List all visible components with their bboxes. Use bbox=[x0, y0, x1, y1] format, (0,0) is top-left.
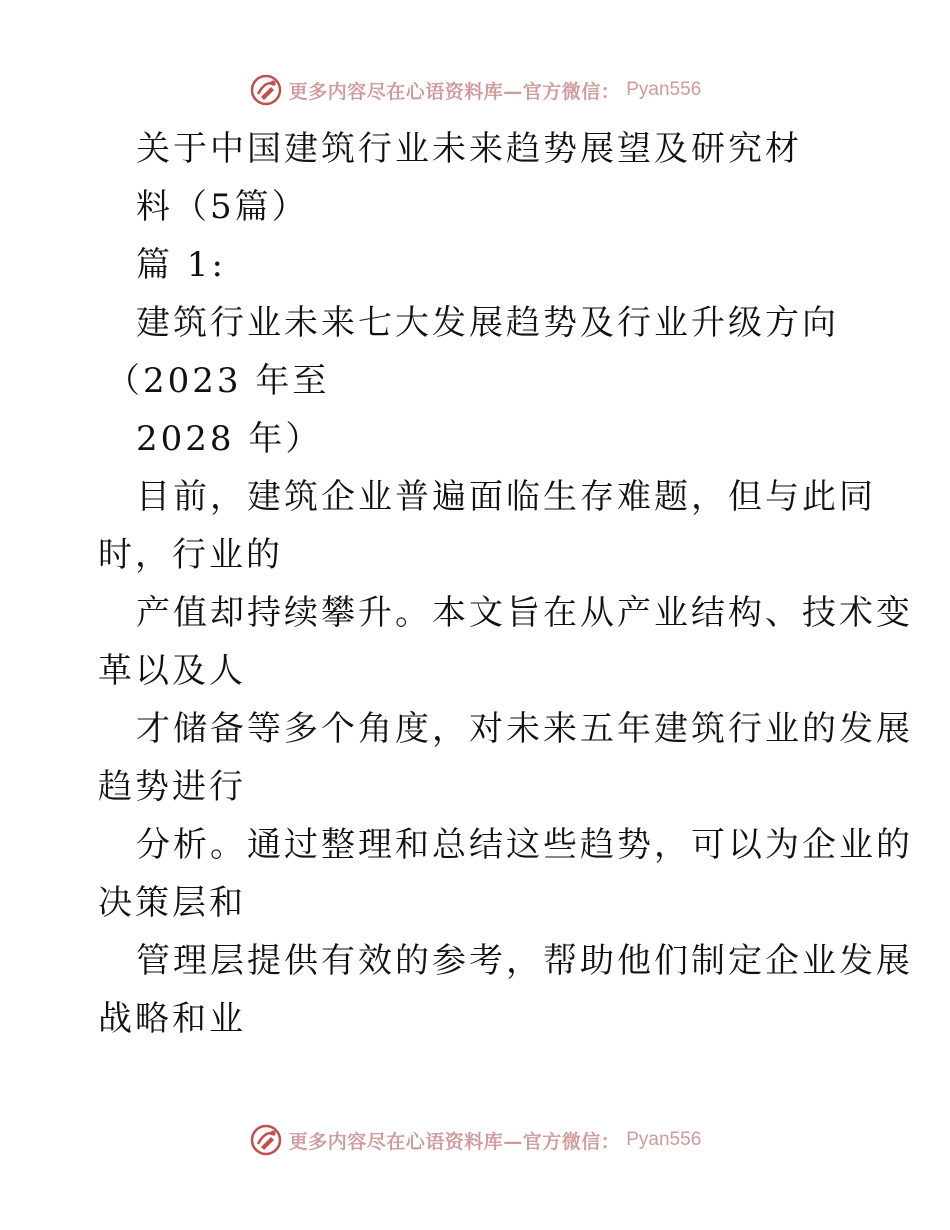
document-body bbox=[98, 120, 913, 1048]
section-heading: 篇 1: bbox=[136, 245, 226, 285]
paragraph-line: 产值却持续攀升。本文旨在从产业结构、技术变 bbox=[136, 593, 913, 633]
paragraph-line: 时，行业的 bbox=[98, 535, 283, 575]
paragraph-line: 革以及人 bbox=[98, 651, 246, 691]
header-banner-text: 更多内容尽在心语资料库—官方微信： bbox=[288, 80, 621, 103]
paragraph-line: 决策层和 bbox=[98, 883, 246, 923]
library-logo-icon bbox=[249, 73, 283, 107]
paragraph-line: 趋势进行 bbox=[98, 767, 246, 807]
paragraph-line: 管理层提供有效的参考，帮助他们制定企业发展 bbox=[136, 941, 913, 981]
document-title-line-1: 关于中国建筑行业未来趋势展望及研究材 bbox=[136, 129, 802, 169]
article-title-line-3: 2028 年） bbox=[136, 419, 323, 459]
document-title-line-2: 料（5篇） bbox=[136, 187, 309, 227]
library-logo-icon bbox=[249, 1123, 283, 1157]
header-watermark-banner bbox=[0, 70, 950, 110]
paragraph-line: 战略和业 bbox=[98, 999, 246, 1039]
paragraph-line: 分析。通过整理和总结这些趋势，可以为企业的 bbox=[136, 825, 913, 865]
footer-watermark-banner bbox=[0, 1120, 950, 1160]
paragraph-line: 目前，建筑企业普遍面临生存难题，但与此同 bbox=[136, 477, 876, 517]
paragraph-line: 才储备等多个角度，对未来五年建筑行业的发展 bbox=[136, 709, 913, 749]
article-title-line-1: 建筑行业未来七大发展趋势及行业升级方向 bbox=[136, 303, 839, 343]
footer-banner-handle: Pyan556 bbox=[626, 1129, 702, 1150]
header-banner-handle: Pyan556 bbox=[626, 79, 702, 100]
footer-banner-text: 更多内容尽在心语资料库—官方微信： bbox=[288, 1130, 621, 1153]
article-title-line-2: （2023 年至 bbox=[106, 361, 330, 401]
